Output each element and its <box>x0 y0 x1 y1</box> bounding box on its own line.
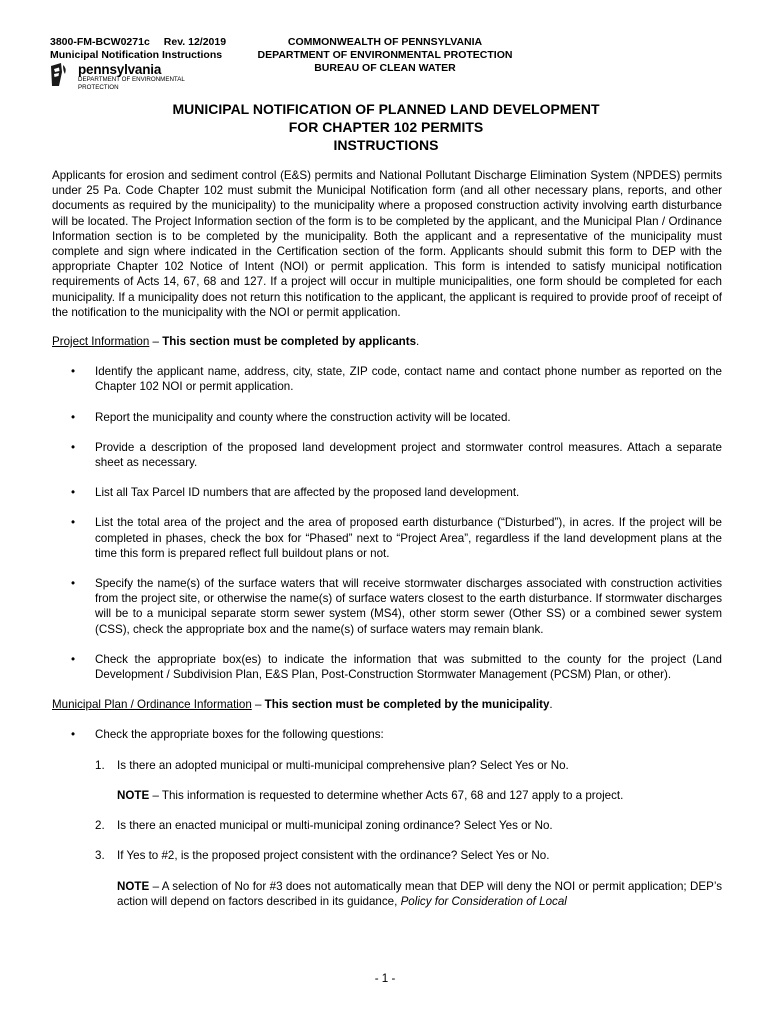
question-number: 3. <box>95 849 105 863</box>
question-text: If Yes to #2, is the proposed project consistent with the ordinance? Select Yes or No. <box>117 849 550 863</box>
project-section-heading <box>52 334 722 349</box>
list-item-text: Report the municipality and county where the construction activity will be located. <box>95 410 511 424</box>
list-item-text: Specify the name(s) of the surface waters that will receive stormwater discharges associated with construction activities from the project site, or otherwise the name(s) of surface waters closest to the earth disturbance. If stormwater discharges will be to a municipal separate storm sewer system (MS4), other storm sewer (Other SS) or a combined sewer system (CSS), check the appropriate box and the name(s) of surface waters may remain blank. <box>95 577 722 636</box>
question-text: Is there an enacted municipal or multi-municipal zoning ordinance? Select Yes or No. <box>117 819 553 833</box>
question-2 <box>52 818 722 833</box>
keystone-logo-icon <box>48 62 78 90</box>
logo-dept-line-2: PROTECTION <box>78 83 119 91</box>
logo-dept-line-1: DEPARTMENT OF ENVIRONMENTAL <box>78 76 185 83</box>
pennsylvania-dep-logo <box>48 62 188 92</box>
bullet: • <box>71 516 76 530</box>
list-item-text: Check the appropriate boxes for the following questions: <box>95 728 384 742</box>
form-title: Municipal Notification Instructions <box>50 49 223 61</box>
logo-wordmark: pennsylvania <box>78 62 162 77</box>
title-line-1: MUNICIPAL NOTIFICATION OF PLANNED LAND DEVELOPMENT <box>172 101 600 117</box>
project-heading-label: Project Information <box>52 335 150 349</box>
list-item-text: List all Tax Parcel ID numbers that are affected by the proposed land development. <box>95 486 520 500</box>
project-heading-dash: – <box>149 335 163 349</box>
title-line-3: INSTRUCTIONS <box>333 137 439 153</box>
question-text: Is there an adopted municipal or multi-municipal comprehensive plan? Select Yes or No. <box>117 758 569 772</box>
bullet: • <box>71 577 76 591</box>
list-item-text: Provide a description of the proposed land development project and stormwater control measures. Attach a separate sheet as necessary. <box>95 440 722 470</box>
bullet: • <box>71 410 76 424</box>
intro-paragraph: Applicants for erosion and sediment control (E&S) permits and National Pollutant Discharge Elimination System (NPDES) permits under 25 Pa. Code Chapter 102 must submit the Municipal Notification form (and all other necessary plans, reports, and other documents as required by the municipality) to the municipality where a proposed construction activity involving earth disturbance will be located. The Project Information section of the form is to be completed by the applicant, and the Municipal Plan / Ordinance Information section is to be completed by the municipality. Both the applicant and a representative of the municipality must complete and sign where indicated in the Certification section of the form. Applicants should submit this form to DEP with the appropriate Chapter 102 Notice of Intent (NOI) or permit application. This form is intended to satisfy municipal notification requirements of Acts 14, 67, 68 and 127. If a project will occur in multiple municipalities, one form should be completed for each municipality. If a municipality does not return this notification to the applicant, the applicant is required to provide proof of receipt of the notification to the municipality with the NOI or permit application. <box>52 169 722 319</box>
note-text: – A selection of No for #3 does not automatically mean that DEP will deny the NOI or permit application; DEP’s action will depend on factors described in its guidance, <box>117 879 722 908</box>
municipal-questions-list <box>52 758 722 773</box>
municipal-instructions-list <box>52 727 722 742</box>
list-item <box>52 515 722 561</box>
note-2 <box>52 879 722 909</box>
list-item <box>52 440 722 470</box>
question-1 <box>52 758 722 773</box>
municipal-questions-list-cont <box>52 818 722 863</box>
project-heading-end: . <box>416 335 420 349</box>
note-text: – This information is requested to determine whether Acts 67, 68 and 127 apply to a project. <box>149 788 624 802</box>
policy-title: Policy for Consideration of Local <box>400 894 567 908</box>
agency-line-2: DEPARTMENT OF ENVIRONMENTAL PROTECTION <box>257 49 513 61</box>
municipal-heading-instruction: This section must be completed by the municipality <box>264 698 550 712</box>
list-item <box>52 576 722 637</box>
question-number: 2. <box>95 819 105 833</box>
document-title <box>50 100 722 154</box>
project-heading-instruction: This section must be completed by applicants <box>162 335 417 349</box>
agency-header <box>250 36 520 75</box>
note-1 <box>52 788 722 803</box>
list-item <box>52 727 722 742</box>
form-id-block <box>50 36 226 62</box>
note-label: NOTE <box>117 788 150 802</box>
list-item <box>52 364 722 394</box>
project-instructions-list <box>52 364 722 682</box>
municipal-section-heading <box>52 697 722 712</box>
logo-department <box>78 76 185 91</box>
bullet: • <box>71 440 76 454</box>
bullet: • <box>71 728 76 742</box>
list-item <box>52 652 722 682</box>
list-item-text: List the total area of the project and the area of proposed earth disturbance (“Disturbed”), in acres. If the project will be completed in phases, check the box for “Phased” next to “Project Area”, regardless if the land development plans at the time this form is prepared reflect full buildout plans or not. <box>95 516 722 560</box>
revision-date: Rev. 12/2019 <box>163 36 227 48</box>
list-item-text: Check the appropriate box(es) to indicate the information that was submitted to the county for the project (Land Development / Subdivision Plan, E&S Plan, Post-Construction Stormwater Management (PCSM) Plan, or other). <box>95 652 722 682</box>
question-number: 1. <box>95 758 105 772</box>
form-number: 3800-FM-BCW0271c <box>50 36 150 48</box>
question-3 <box>52 848 722 863</box>
municipal-heading-end: . <box>549 698 553 712</box>
agency-line-3: BUREAU OF CLEAN WATER <box>314 62 456 74</box>
page-number: - 1 - <box>374 972 396 985</box>
bullet: • <box>71 365 76 379</box>
list-item-text: Identify the applicant name, address, city, state, ZIP code, contact name and contact phone number as reported on the Chapter 102 NOI or permit application. <box>95 365 722 394</box>
municipal-heading-dash: – <box>251 698 265 712</box>
agency-line-1: COMMONWEALTH OF PENNSYLVANIA <box>287 36 483 48</box>
bullet: • <box>71 652 76 666</box>
list-item <box>52 485 722 500</box>
list-item <box>52 410 722 425</box>
municipal-heading-label: Municipal Plan / Ordinance Information <box>52 698 252 712</box>
bullet: • <box>71 486 76 500</box>
note-label: NOTE <box>117 879 150 893</box>
document-body <box>52 168 722 924</box>
title-line-2: FOR CHAPTER 102 PERMITS <box>288 119 484 135</box>
